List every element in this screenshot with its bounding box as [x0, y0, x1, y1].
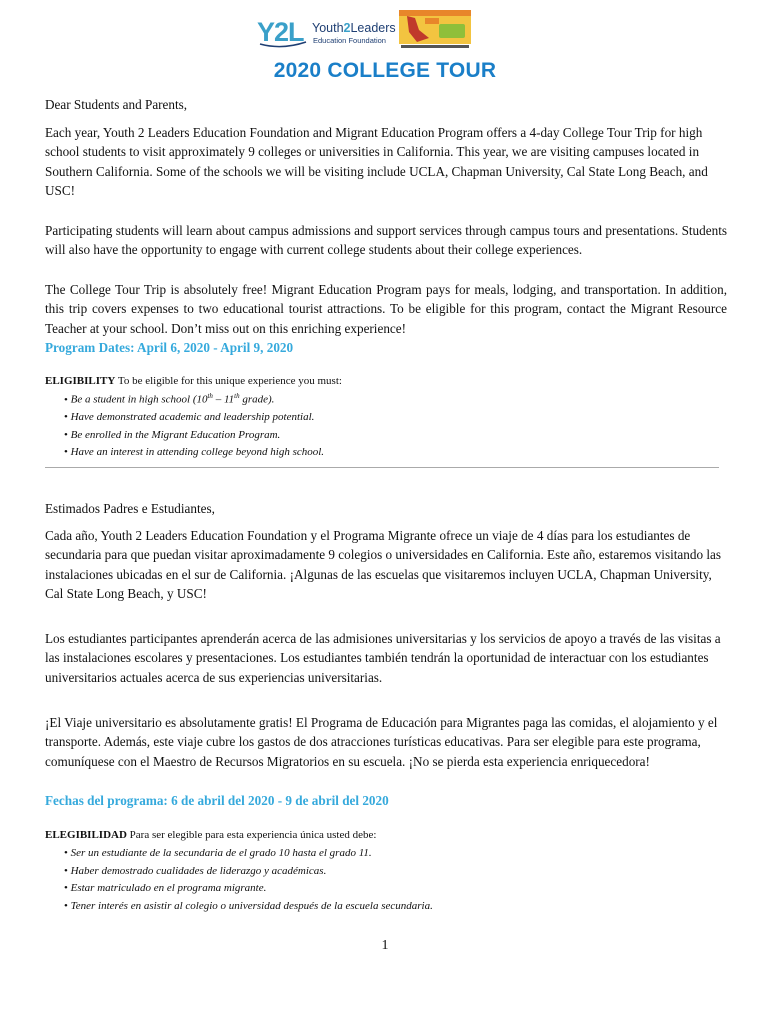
- english-eligibility-list: [64, 388, 324, 462]
- page-number: 1: [381, 938, 389, 953]
- list-item: • Have demonstrated academic and leadership potential.: [64, 409, 324, 427]
- list-item: • Be a student in high school (10th – 11th grade).: [64, 388, 324, 409]
- english-greeting: Dear Students and Parents,: [45, 97, 188, 112]
- spanish-program-dates: Fechas del programa: 6 de abril del 2020 - 9 de abril del 2020: [45, 793, 389, 808]
- header-logos: [256, 8, 496, 50]
- list-item: • Estar matriculado en el programa migrante.: [64, 880, 433, 898]
- english-program-dates: Program Dates: April 6, 2020 - April 9, 2020: [45, 340, 294, 355]
- y2l-logo-mark: [256, 14, 310, 48]
- migrant-education-logo: [399, 10, 471, 50]
- list-item: • Haber demostrado cualidades de liderazgo y académicas.: [64, 863, 433, 881]
- spanish-paragraph-3: ¡El Viaje universitario es absolutamente gratis! El Programa de Educación para Migrantes paga las comidas, el alojamiento y el transporte. Además, este viaje cubre los gastos de dos atracciones turísticas educativas. Para ser elegible para este programa, comuníquese con el Maestro de Recursos Migratorios en su escuela. ¡No se pierda esta experiencia enriquecedora!: [45, 715, 718, 769]
- list-item: • Be enrolled in the Migrant Education Program.: [64, 427, 324, 445]
- list-item: • Tener interés en asistir al colegio o universidad después de la escuela secundaria.: [64, 898, 433, 916]
- eligibility-label: ELEGIBILIDAD: [45, 829, 127, 841]
- english-paragraph-2: Participating students will learn about campus admissions and support services through campus tours and presentations. Students will also have the opportunity to engage with current college students about their college experiences.: [45, 223, 727, 258]
- spanish-eligibility-list: [64, 845, 433, 915]
- y2l-logo-subtitle: Education Foundation: [313, 36, 386, 45]
- english-paragraph-3: The College Tour Trip is absolutely free! Migrant Education Program pays for meals, lodging, and transportation. In addition, this trip covers expenses to two educational tourist attractions. To be eligible for this program, contact the Migrant Resource Teacher at your school. Don’t miss out on this enriching experience!: [45, 282, 727, 336]
- eligibility-text: Para ser elegible para esta experiencia única usted debe:: [129, 829, 377, 841]
- section-divider: [45, 467, 719, 468]
- y2l-logo-monogram: Y2L: [257, 17, 304, 47]
- spanish-eligibility: [45, 827, 376, 844]
- eligibility-text: To be eligible for this unique experience you must:: [117, 375, 342, 387]
- y2l-logo-name: Youth2Leaders: [312, 21, 396, 35]
- list-item: • Ser un estudiante de la secundaria de el grado 10 hasta el grado 11.: [64, 845, 433, 863]
- eligibility-label: ELIGIBILITY: [45, 375, 116, 387]
- spanish-paragraph-2: Los estudiantes participantes aprenderán acerca de las admisiones universitarias y los servicios de apoyo a través de las visitas a las instalaciones escolares y presentaciones. Los estudiantes también tendrán la oportunidad de interactuar con los estudiantes universitarios actuales acerca de sus experiencias universitarias.: [45, 631, 721, 685]
- spanish-paragraph-1: Cada año, Youth 2 Leaders Education Foundation y el Programa Migrante ofrece un viaje de 4 días para los estudiantes de secundaria para que puedan visitar aproximadamente 9 colegios o universidades en California. Este año, estaremos visitando las instalaciones ubicadas en el sur de California. ¡Algunas de las escuelas que visitaremos incluyen UCLA, Chapman University, Cal State Long Beach, y USC!: [45, 528, 722, 602]
- spanish-greeting: Estimados Padres e Estudiantes,: [45, 501, 215, 516]
- list-item: • Have an interest in attending college beyond high school.: [64, 444, 324, 462]
- english-paragraph-1: Each year, Youth 2 Leaders Education Foundation and Migrant Education Program offers a 4-day College Tour Trip for high school students to visit approximately 9 colleges or universities in California. This year, we are visiting campuses located in Southern California. Some of the schools we will be visiting include UCLA, Chapman University, Cal State Long Beach, and USC!: [45, 125, 708, 199]
- page-title: 2020 COLLEGE TOUR: [273, 59, 497, 82]
